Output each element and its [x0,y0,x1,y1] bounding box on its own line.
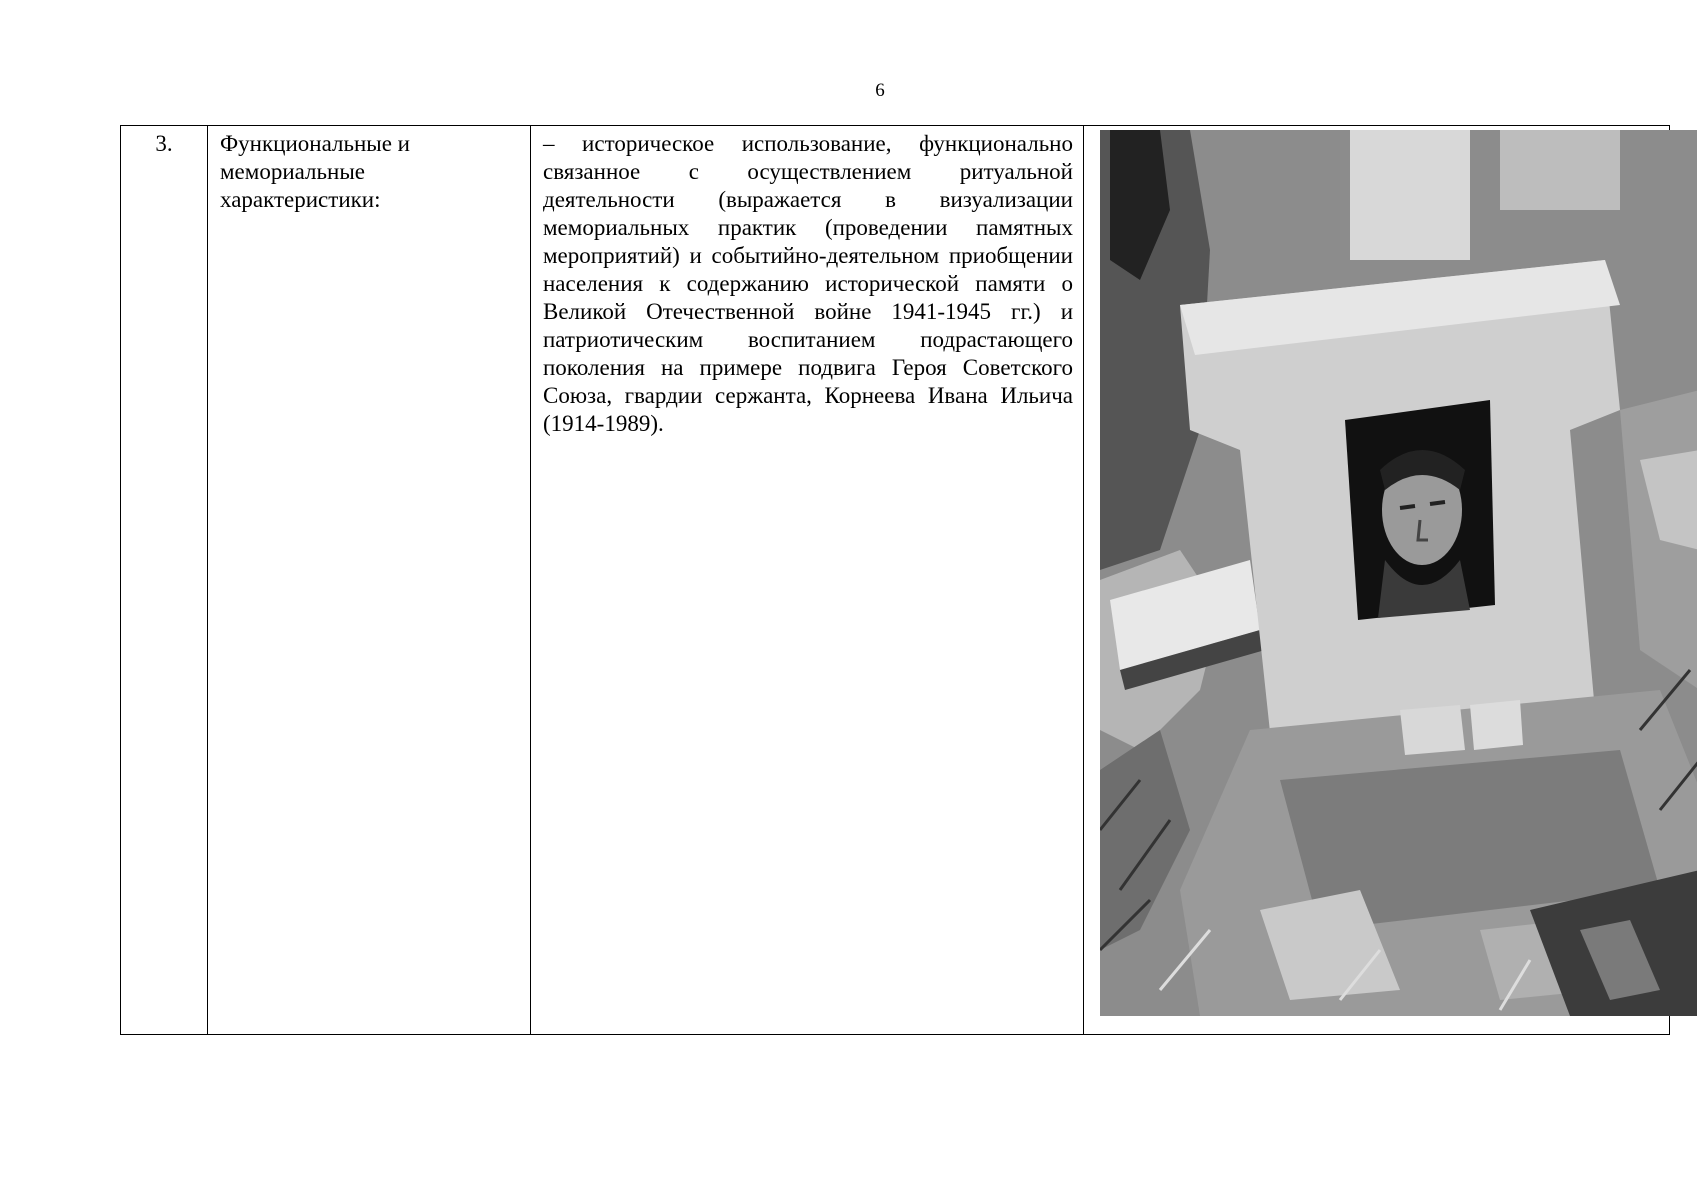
characteristics-table [120,125,1670,1035]
table-row [121,126,1670,1035]
photo-cell [1084,126,1670,1035]
row-description: – историческое использование, функционально связанное с осуществлением ритуальной деятельности (выражается в визуализации мемориальных практик (проведении памятных мероприятий) и событийно-деятельном приобщении населения к содержанию исторической памяти о Великой Отечественной войне 1941-1945 гг.) и патриотическим воспитанием подрастающего поколения на примере подвига Героя Советского Союза, гвардии сержанта, Корнеева Ивана Ильича (1914-1989). [531,126,1084,1035]
monument-photo-image [1100,130,1697,1016]
page-number: 6 [875,80,885,101]
row-number: 3. [121,126,208,1035]
monument-photo [1100,130,1697,1016]
row-name: Функциональные и мемориальные характеристики: [208,126,531,1035]
